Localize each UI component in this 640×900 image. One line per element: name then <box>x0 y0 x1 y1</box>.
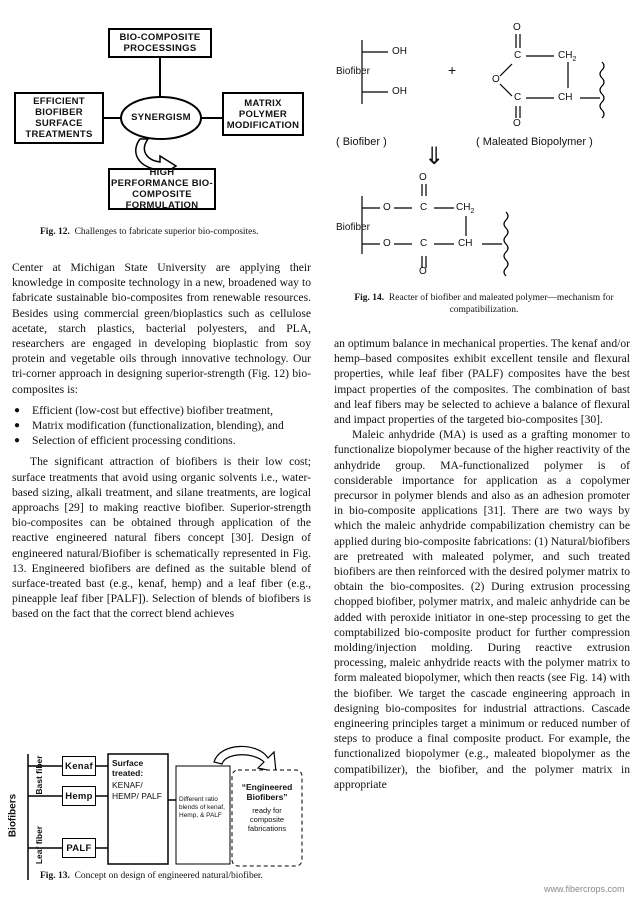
label-biofiber: ( Biofiber ) <box>336 136 387 148</box>
bullet-list <box>12 403 311 449</box>
figure-13-caption: Fig. 13. Concept on design of engineered natural/biofiber. <box>40 871 263 881</box>
ch2-top: $CH_2$ <box>558 50 577 63</box>
figure-14-structure <box>330 0 640 330</box>
left-paragraph-2: The significant attraction of biofibers is their low cost; surface treatments that avoid using organic solvents i.e., water-based sizing, alkali treatment, and silane treatments, are logical approachs [29] to making reactive biofiber. Superior-strength bio-composites can be obtained through application of the reactive engineered natural fibers concept [30]. Design of engineered natural/Biofiber is schematically represented in Fig. 13. Engineered biofibers are defined as the suitable blend of surface-treated bast (e.g., kenaf, hemp) and a leaf fiber (e.g., pineapple leaf fiber [PALF]). Selection of blends of biofibers is based on the fact that the correct blend achieves <box>12 455 311 621</box>
engineered-biofibers-text: ready for composite fabrications <box>247 806 287 833</box>
left-column <box>12 260 311 622</box>
bullet-item: ● Matrix modification (functionalization, blending), and <box>12 418 311 433</box>
biofibers-vertical-label: Biofibers <box>7 793 19 838</box>
figure-14 <box>330 0 640 330</box>
bullet-item: ● Efficient (low-cost but effective) biofiber treatment, <box>12 403 311 418</box>
ch-ring: CH <box>558 92 573 103</box>
o-prod-carbonyl-bottom: O <box>419 266 427 277</box>
box-matrix-polymer-modification: MATRIX POLYMER MODIFICATION <box>222 92 304 136</box>
plus-sign: + <box>448 62 457 78</box>
ch2-prod: $CH_2$ <box>456 202 475 215</box>
c-bottom: C <box>514 92 522 103</box>
c-top: C <box>514 50 522 61</box>
ch-prod: CH <box>458 238 473 249</box>
figure-13 <box>0 740 320 900</box>
box-kenaf: Kenaf <box>62 756 96 776</box>
left-paragraph-1: Center at Michigan State University are applying their knowledge in composite technology in a new, broadened way to fabricate sustainable bio-composites from renewable resources. Besides using commercial green/bioplastics such as cellulose acetate, starch plastics, bacterial polyesters, and PLA, researchers are engaged in developing bioplastic from soy protein and vegetable oils through innovative technology. Our tri-corner approach in designing superior-strength (Fig. 12) bio-composites is: <box>12 261 311 396</box>
label-maleated-biopolymer: ( Maleated Biopolymer ) <box>476 136 593 148</box>
bullet-item: ● Selection of efficient processing conditions. <box>12 433 311 448</box>
right-paragraph-1: an optimum balance in mechanical properties. The kenaf and/or hemp–based composites exhibit excellent tensile and flexural properties, while leaf fiber (PALF) composites have the best impact properties of the composites. The combination of bast and leaf fibers may be selected to achieve a balance of flexural and impact properties of the targeted bio-composites [30]. <box>334 337 630 427</box>
o-ring: O <box>492 74 500 85</box>
box-high-performance-formulation: HIGH PERFORMANCE BIO-COMPOSITE FORMULATION <box>108 168 216 210</box>
synergism-label: SYNERGISM <box>131 112 191 123</box>
biofiber-label-reactant: Biofiber <box>336 66 370 77</box>
biofiber-label-product: Biofiber <box>336 222 370 233</box>
c-prod-top: C <box>420 202 428 213</box>
down-arrow-icon: ⇓ <box>424 143 445 170</box>
box-bio-composite-processings: BIO-COMPOSITE PROCESSINGS <box>108 28 212 58</box>
surface-treated-list: KENAF/ HEMP/ PALF <box>112 780 162 801</box>
o-carbonyl-bottom: O <box>513 118 521 129</box>
o-prod-carbonyl-top: O <box>419 172 427 183</box>
blends-text: Different ratio blends of kenaf, Hemp, & PALF <box>179 796 225 819</box>
c-prod-bottom: C <box>420 238 428 249</box>
right-paragraph-2: Maleic anhydride (MA) is used as a grafting monomer to functionalize biopolymer because of the higher reactivity of the anhydride group. MA-functionalized polymer is of considerable importance for application as a copolymer precursor in polymer blends and also as an adhesion promoter in bio-composite applications [31]. There are two ways by which the maleic anhydride compabilization chemistry can be applied during bio-composite fabrications: (1) Natural/biofibers are pretreated with maleated polymer, and such treated biofibers are then reinforced with the desired polymer matrix to obtain the bio-composites. (2) During extrusion processing chopped biofiber, polymer matrix, and maleic anhydride can be added with peroxide initiator in one-step processing to get the comptabilized bio-composite product for further compression molding/injection molding. During reactive extrusion processing, maleic anhydride reacts with the polymer matrix to form maleated biopolymer, which then reacts (see Fig. 14) with the biofiber. We target the cascade engineering approach in designing bio-composites for industrial attractions. Cascade engineering principles target a minimum or reduced number of steps to produce a final composite product. For example, the functionalized biopolymer (e.g., maleated biopolymer as the compatibilizer), the biofiber, and the polymer matrix in appropriate <box>334 428 630 791</box>
leaf-fiber-label: Leaf fiber <box>34 825 44 865</box>
box-palf: PALF <box>62 838 96 858</box>
o-carbonyl-top: O <box>513 22 521 33</box>
bast-fiber-label: Bast fiber <box>34 755 44 795</box>
o-prod-ester-top: O <box>383 202 391 213</box>
oh-top-label: OH <box>392 46 407 57</box>
figure-12 <box>0 0 320 250</box>
watermark: www.fibercrops.com <box>544 884 625 894</box>
right-column <box>334 336 630 792</box>
oh-bottom-label: OH <box>392 86 407 97</box>
figure-12-caption: Fig. 12. Challenges to fabricate superior bio-composites. <box>40 227 259 237</box>
figure-14-caption: Fig. 14. Reacter of biofiber and maleated polymer—mechanism for compatibilization. <box>354 293 614 315</box>
box-hemp: Hemp <box>62 786 96 806</box>
o-prod-ester-bottom: O <box>383 238 391 249</box>
box-biofiber-surface-treatments: EFFICIENT BIOFIBER SURFACE TREATMENTS <box>14 92 104 144</box>
surface-treated-title: Surface treated: <box>112 758 144 778</box>
engineered-biofibers-title: “Engineered Biofibers” <box>241 782 293 802</box>
